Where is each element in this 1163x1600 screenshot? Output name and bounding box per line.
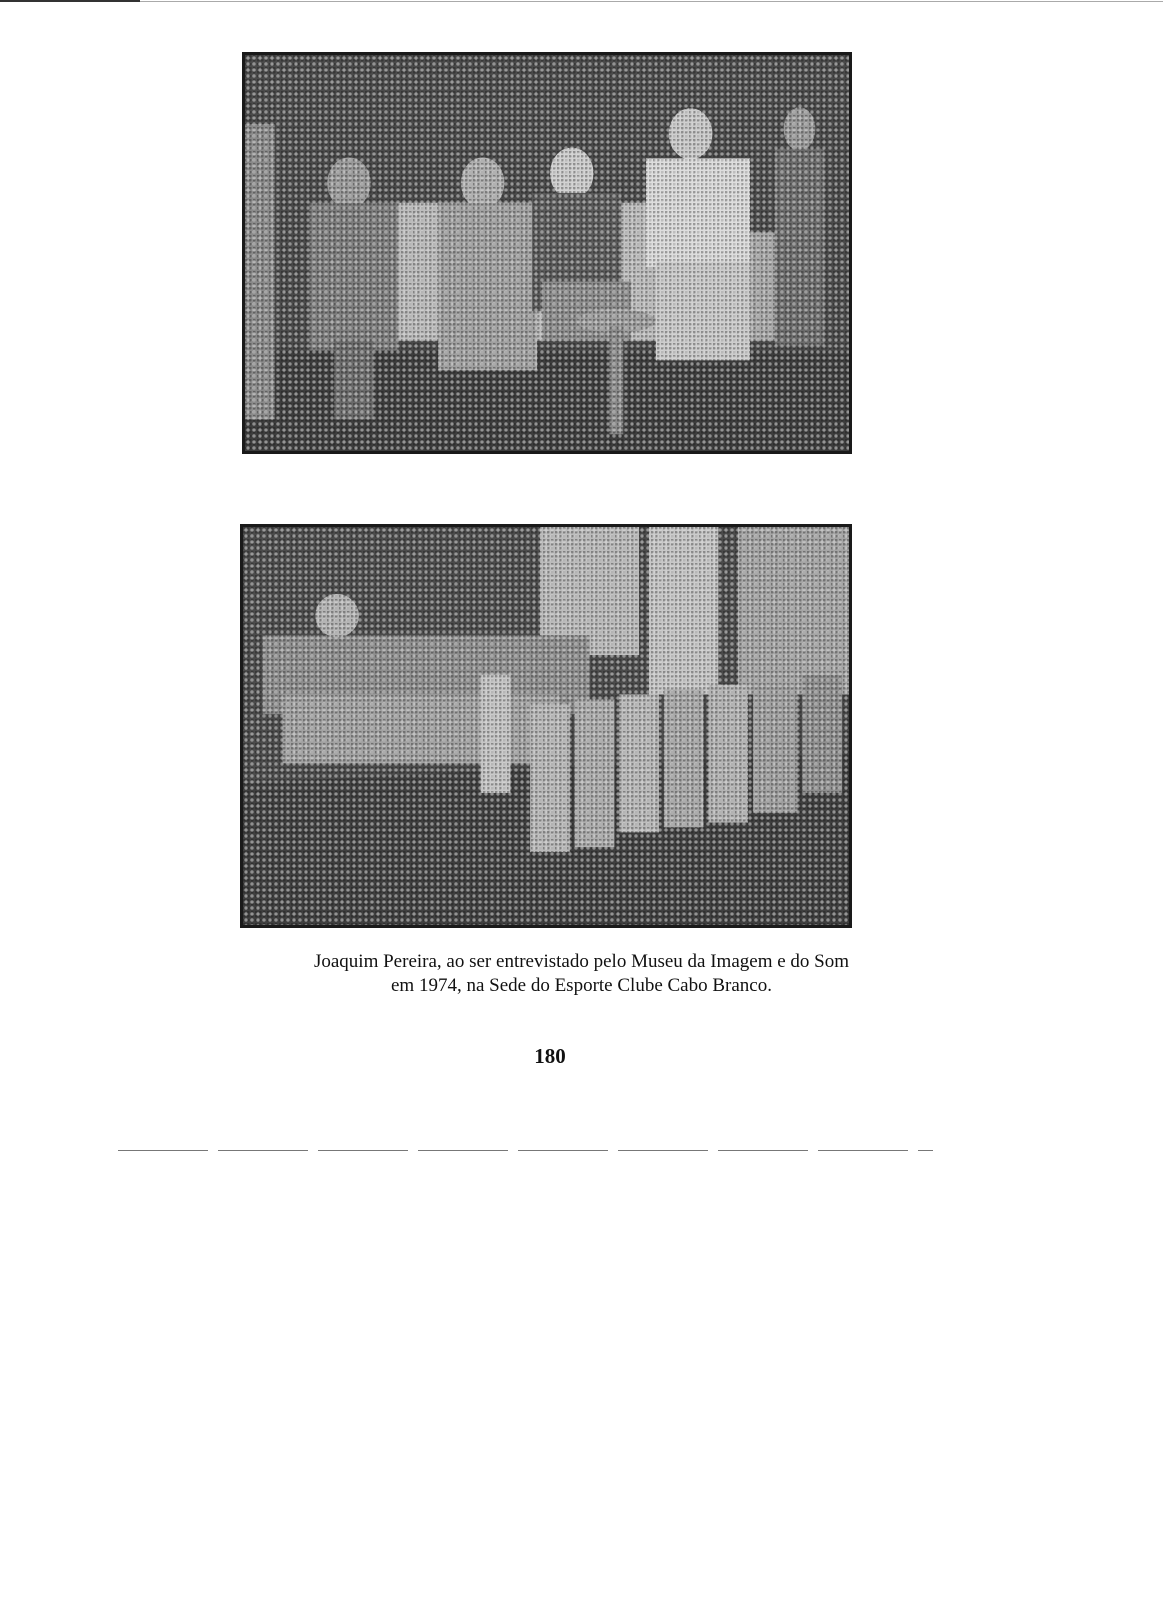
page-number: 180 (534, 1044, 566, 1068)
photo-caption (200, 950, 963, 998)
halftone-texture (243, 527, 849, 925)
scan-edge-line (0, 0, 140, 2)
scan-artifact-line (118, 1150, 933, 1151)
caption-line-2: em 1974, na Sede do Esporte Clube Cabo Branco. (391, 975, 772, 996)
interview-photo (242, 52, 852, 454)
caption-line-1: Joaquim Pereira, ao ser entrevistado pelo Museu da Imagem e do Som (313, 951, 850, 972)
halftone-texture (245, 55, 849, 451)
band-photo (240, 524, 852, 928)
scan-edge-line-thin (140, 1, 1163, 2)
